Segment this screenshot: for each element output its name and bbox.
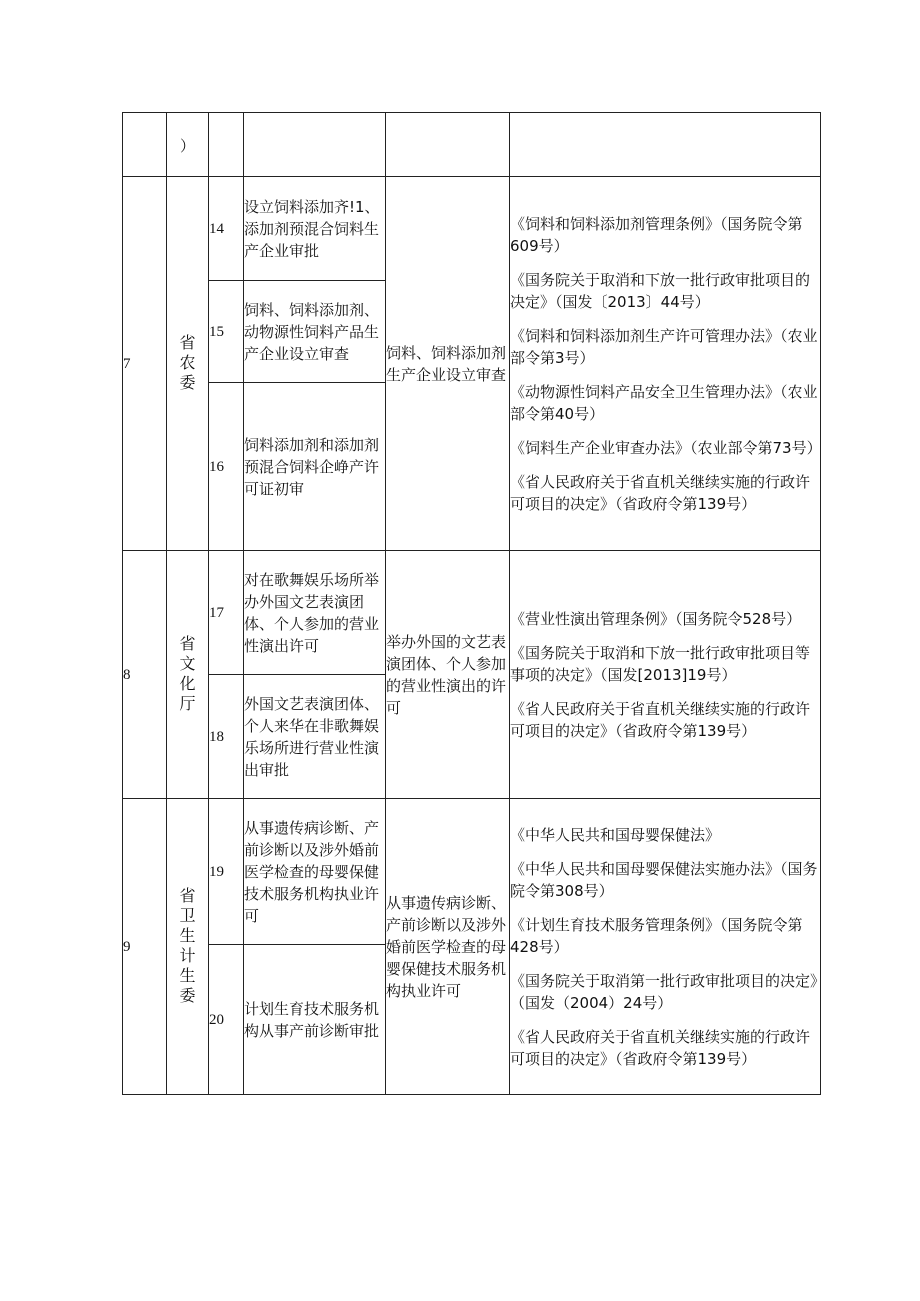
law-entry: 《中华人民共和国母婴保健法》 (510, 825, 721, 844)
num-cell: 18 (209, 675, 244, 799)
item-cell: 从事遗传病诊断、产前诊断以及涉外婚前医学检查的母婴保健技术服务机构执业许可 (244, 799, 386, 945)
law-cell (510, 799, 821, 1095)
law-entry: 《饲料和饲料添加剂生产许可管理办法》（农业部令第3号） (510, 326, 818, 367)
index-cell: 8 (123, 551, 167, 799)
law-entry: 《国务院关于取消和下放一批行政审批项目的决定》（国发〔2013〕44号） (510, 270, 811, 311)
num-cell: 20 (209, 945, 244, 1095)
table-row (123, 177, 821, 281)
num-cell: 17 (209, 551, 244, 675)
num-cell: 19 (209, 799, 244, 945)
item-cell: 计划生育技术服务机构从事产前诊断审批 (244, 945, 386, 1095)
item-cell: 设立饲料添加齐!1、添加剂预混合饲料生产企业审批 (244, 177, 386, 281)
item-cell (244, 113, 386, 177)
approval-items-table (122, 112, 821, 1095)
index-cell: 7 (123, 177, 167, 551)
law-entry: 《省人民政府关于省直机关继续实施的行政许可项目的决定》（省政府令第139号） (510, 472, 811, 513)
law-entry: 《计划生育技术服务管理条例》（国务院令第428号） (510, 915, 803, 956)
dept-name: 省卫生计生委 (179, 886, 196, 1005)
dept-cell (167, 177, 209, 551)
item-cell: 外国文艺表演团体、个人来华在非歌舞娱乐场所进行营业性演出审批 (244, 675, 386, 799)
dept-cell (167, 113, 209, 177)
item-cell: 对在歌舞娱乐场所举办外国文艺表演团体、个人参加的营业性演出许可 (244, 551, 386, 675)
law-entry: 《饲料和饲料添加剂管理条例》（国务院令第609号） (510, 214, 803, 255)
dept-cell (167, 551, 209, 799)
num-cell: 15 (209, 281, 244, 383)
category-cell (386, 113, 510, 177)
category-cell (386, 551, 510, 799)
law-entry: 《国务院关于取消第一批行政审批项目的决定》（国发（2004）24号） (510, 971, 818, 1012)
dept-name: 省文化厅 (179, 634, 196, 713)
item-cell: 饲料添加剂和添加剂预混合饲料企峥产许可证初审 (244, 383, 386, 551)
num-cell: 16 (209, 383, 244, 551)
law-cell (510, 113, 821, 177)
table-row (123, 799, 821, 945)
law-entry: 《省人民政府关于省直机关继续实施的行政许可项目的决定》（省政府令第139号） (510, 1027, 811, 1068)
num-cell: 14 (209, 177, 244, 281)
num-cell (209, 113, 244, 177)
law-entry: 《饲料生产企业审查办法》（农业部令第73号） (510, 438, 822, 457)
table-row (123, 113, 821, 177)
law-cell (510, 551, 821, 799)
category-text: 举办外国的文艺表演团体、个人参加的营业性演出的许 可 (386, 632, 507, 717)
dept-cell (167, 799, 209, 1095)
dept-name: 省农委 (179, 333, 196, 392)
dept-fragment: ） (179, 136, 195, 155)
law-entry: 《动物源性饲料产品安全卫生管理办法》（农业部令第40号） (510, 382, 818, 423)
index-cell: 9 (123, 799, 167, 1095)
index-cell (123, 113, 167, 177)
law-entry: 《省人民政府关于省直机关继续实施的行政许可项目的决定》（省政府令第139号） (510, 699, 811, 740)
category-cell: 从事遗传病诊断、产前诊断以及涉外婚前医学检查的母婴保健技术服务机构执业许可 (386, 799, 510, 1095)
item-cell: 饲料、饲料添加剂、动物源性饲料产品生产企业设立审查 (244, 281, 386, 383)
law-entry: 《国务院关于取消和下放一批行政审批项目等事项的决定》（国发[2013]19号） (510, 643, 811, 684)
law-cell (510, 177, 821, 551)
law-entry: 《营业性演出管理条例》（国务院令528号） (510, 609, 802, 628)
law-entry: 《中华人民共和国母婴保健法实施办法》（国务院令第308号） (510, 859, 818, 900)
category-cell: 饲料、饲料添加剂生产企业设立审查 (386, 177, 510, 551)
table-row (123, 551, 821, 675)
